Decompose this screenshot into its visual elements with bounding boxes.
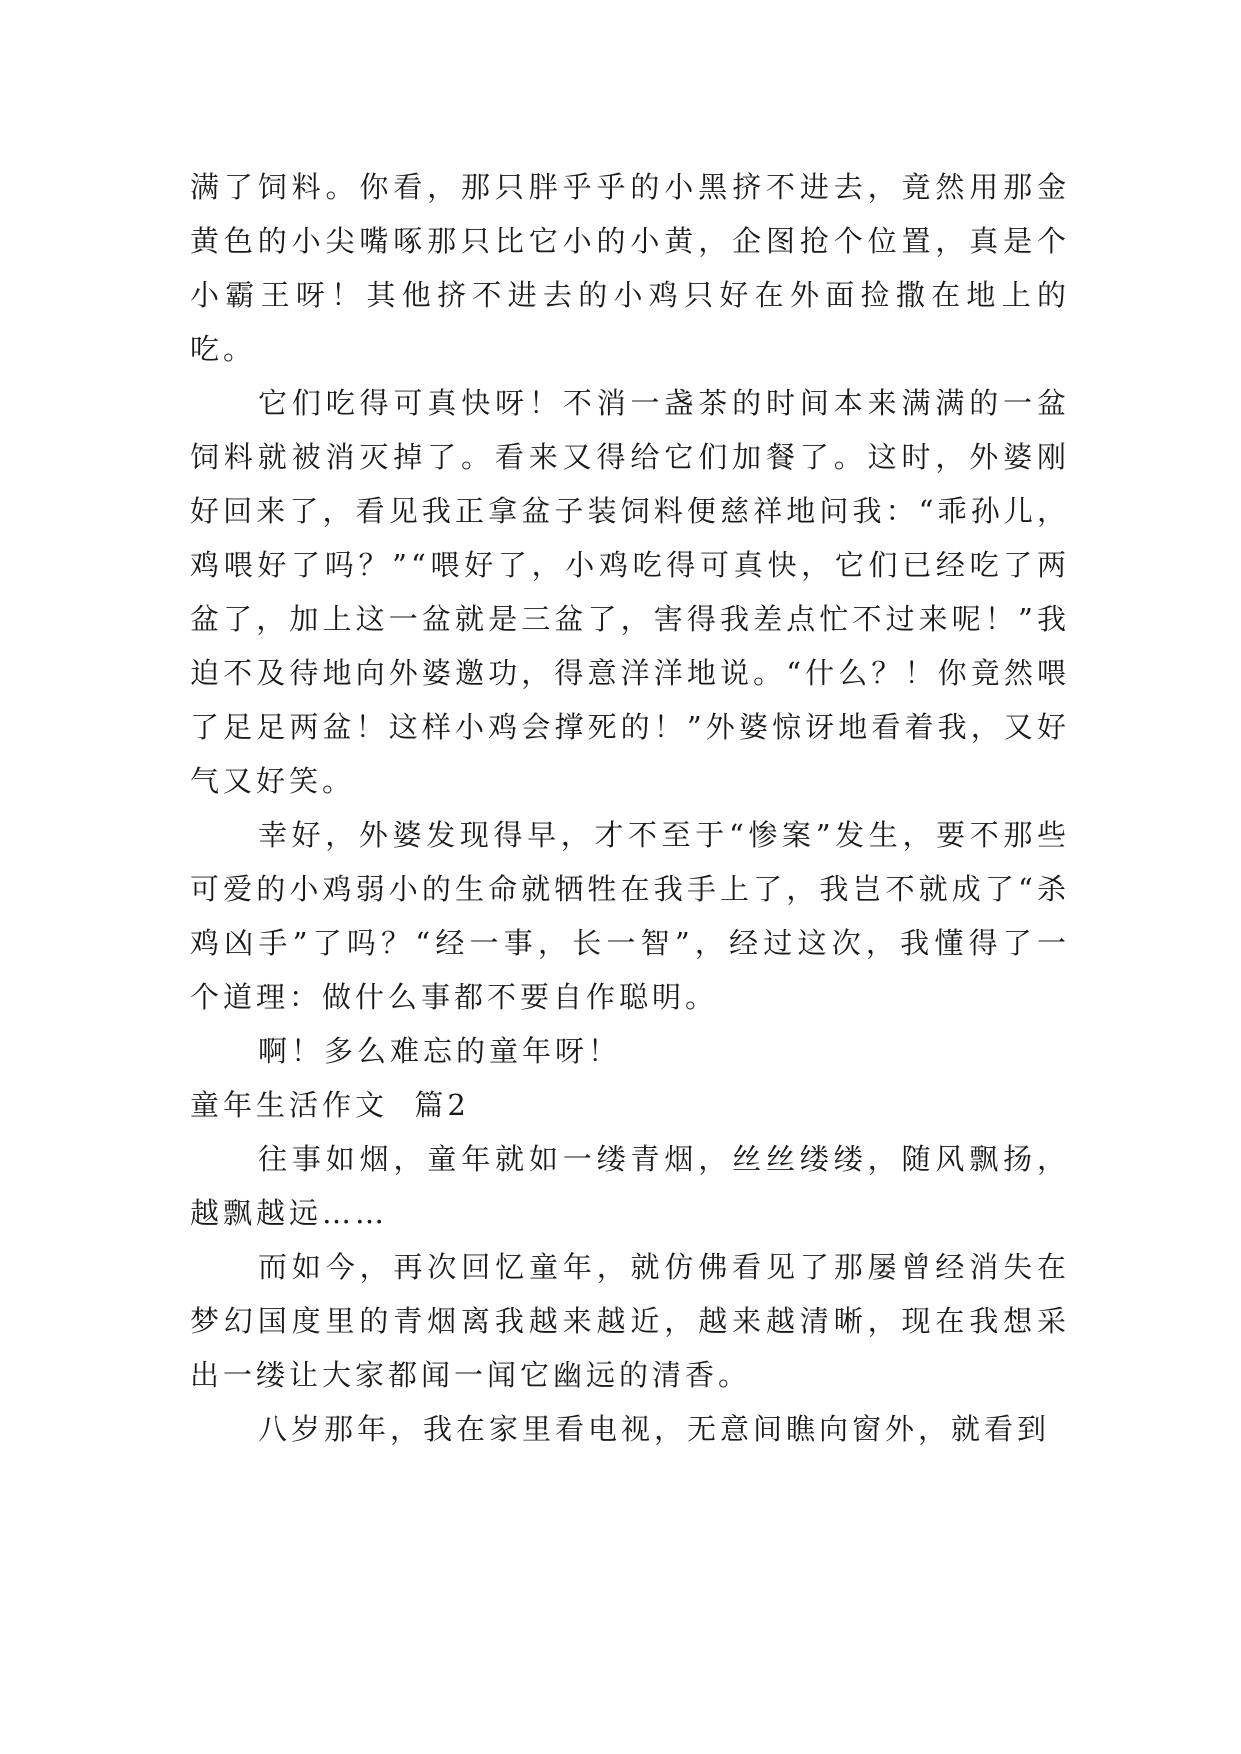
paragraph: 往事如烟，童年就如一缕青烟，丝丝缕缕，随风飘扬，越飘越远……	[190, 1142, 1070, 1230]
paragraph: 八岁那年，我在家里看电视，无意间瞧向窗外，就看到	[258, 1412, 1051, 1446]
paragraph: 啊！多么难忘的童年呀！	[258, 1034, 622, 1068]
paragraph: 幸好，外婆发现得早，才不至于“惨案”发生，要不那些可爱的小鸡弱小的生命就牺牲在我手上了，我岂不就成了“杀鸡凶手”了吗？“经一事，长一智”，经过这次，我懂得了一个道理：做什么事都不要自作聪明。	[190, 818, 1070, 1014]
paragraph: 而如今，再次回忆童年，就仿佛看见了那屡曾经消失在梦幻国度里的青烟离我越来越近，越来越清晰，现在我想采出一缕让大家都闻一闻它幽远的清香。	[190, 1250, 1070, 1392]
document-body	[190, 160, 1070, 1456]
paragraph: 满了饲料。你看，那只胖乎乎的小黑挤不进去，竟然用那金黄色的小尖嘴啄那只比它小的小黄，企图抢个位置，真是个小霸王呀！其他挤不进去的小鸡只好在外面捡撒在地上的吃。	[190, 170, 1070, 366]
section-heading: 童年生活作文 篇2	[190, 1088, 470, 1122]
paragraph: 它们吃得可真快呀！不消一盏茶的时间本来满满的一盆饲料就被消灭掉了。看来又得给它们加餐了。这时，外婆刚好回来了，看见我正拿盆子装饲料便慈祥地问我：“乖孙儿，鸡喂好了吗？”“喂好了，小鸡吃得可真快，它们已经吃了两盆了，加上这一盆就是三盆了，害得我差点忙不过来呢！”我迫不及待地向外婆邀功，得意洋洋地说。“什么？！你竟然喂了足足两盆！这样小鸡会撑死的！”外婆惊讶地看着我，又好气又好笑。	[190, 386, 1070, 798]
